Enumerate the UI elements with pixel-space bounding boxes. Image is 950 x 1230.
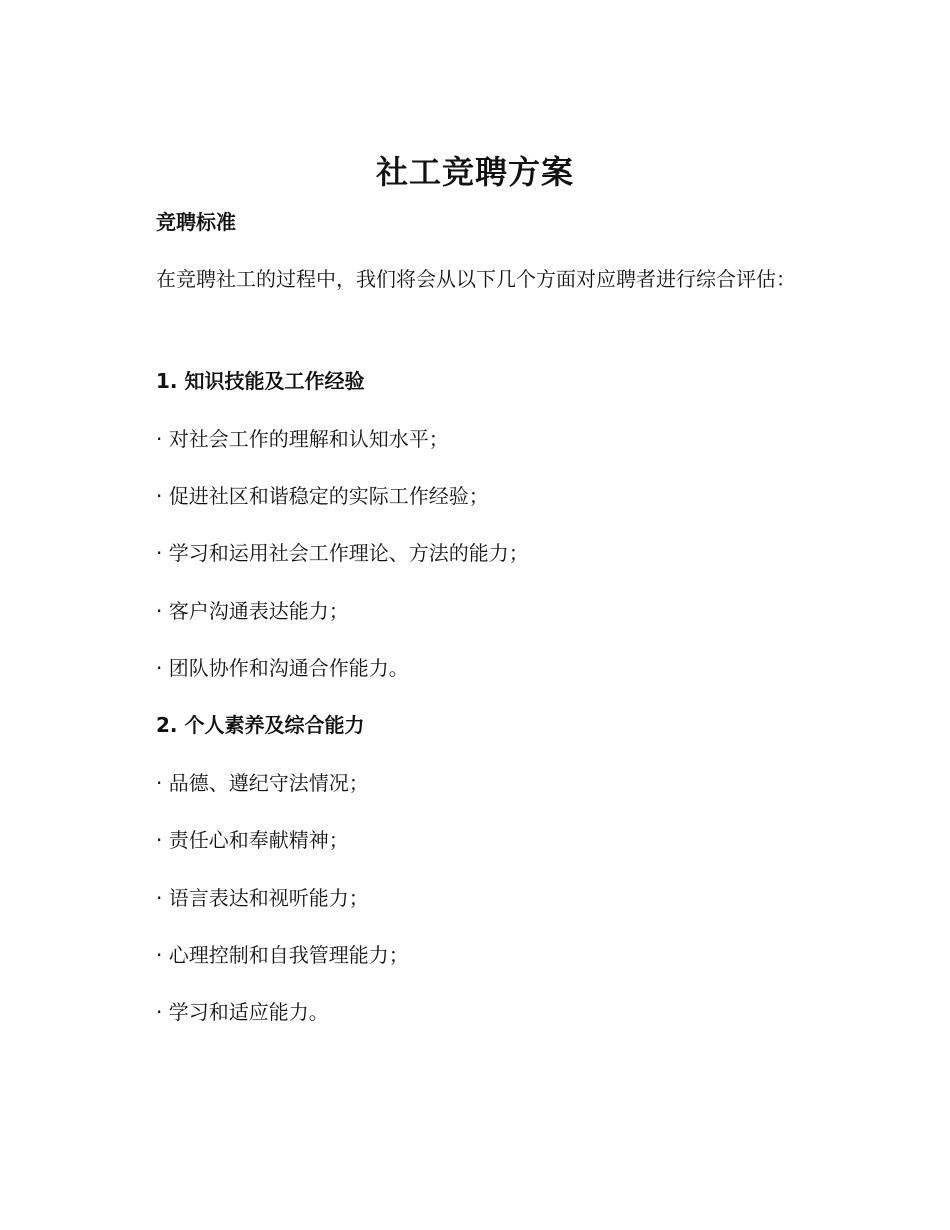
list-item: · 促进社区和谐稳定的实际工作经验； [156, 484, 489, 508]
intro-paragraph: 在竞聘社工的过程中，我们将会从以下几个方面对应聘者进行综合评估： [156, 267, 796, 291]
list-item: · 学习和适应能力。 [156, 1000, 329, 1024]
list-item: · 责任心和奉献精神； [156, 828, 349, 852]
list-item: · 心理控制和自我管理能力； [156, 943, 409, 967]
section-label: 竞聘标准 [156, 210, 236, 234]
list-item: · 品德、遵纪守法情况； [156, 771, 369, 795]
list-item: · 客户沟通表达能力； [156, 599, 349, 623]
list-item: · 学习和运用社会工作理论、方法的能力； [156, 541, 529, 565]
document-title: 社工竞聘方案 [375, 153, 574, 191]
list-item: · 团队协作和沟通合作能力。 [156, 656, 409, 680]
list-item: · 语言表达和视听能力； [156, 886, 369, 910]
list-item: · 对社会工作的理解和认知水平； [156, 427, 449, 451]
group-heading-2: 2. 个人素养及综合能力 [156, 713, 365, 737]
group-heading-1: 1. 知识技能及工作经验 [156, 369, 365, 393]
